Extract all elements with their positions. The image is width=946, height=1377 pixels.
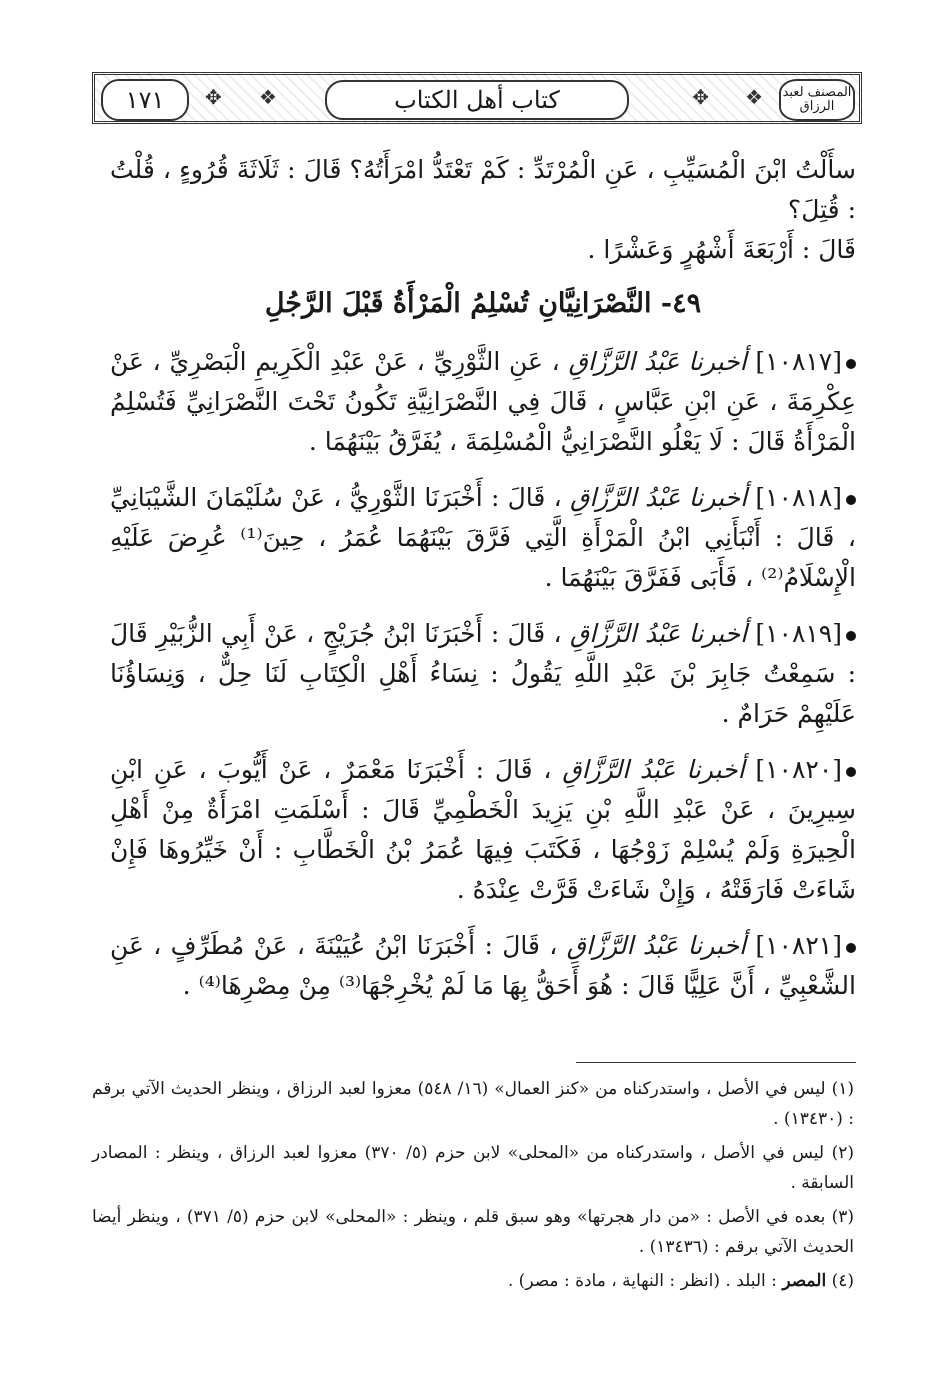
bullet-icon — [846, 631, 856, 641]
footnote — [92, 1074, 854, 1134]
footnote-marker: (٤) — [831, 1271, 854, 1291]
footnote — [92, 1202, 854, 1262]
hadith-entry — [110, 614, 856, 734]
hadith-number: [١٠٨١٧] — [755, 347, 842, 376]
footnote-marker: (٢) — [831, 1143, 854, 1163]
hadith-text: ، عَنِ الثَّوْرِيِّ ، عَنْ عَبْدِ الْكَرِيمِ الْبَصْرِيِّ ، عَنْ عِكْرِمَةَ ، عَنِ ابْنِ عَبَّاسٍ ، قَالَ فِي النَّصْرَانِيَّةِ تَكُونُ تَحْتَ النَّصْرَانِيِّ فَتُسْلِمُ الْمَرْأَةُ قَالَ : لَا يَعْلُو النَّصْرَانِيُّ الْمُسْلِمَةَ ، يُفَرَّقُ بَيْنَهُمَا . — [110, 347, 856, 456]
bullet-icon — [846, 767, 856, 777]
footnote-marker: (١) — [831, 1079, 854, 1099]
page-number: ١٧١ — [101, 79, 189, 121]
footnote-marker: (٣) — [831, 1207, 854, 1227]
section-heading: ٤٩- النَّصْرَانِيَّانِ تُسْلِمُ الْمَرْأَةُ قَبْلَ الرَّجُلِ — [264, 288, 702, 319]
bullet-icon — [846, 943, 856, 953]
hadith-narrator: أخبرنا عَبْدُ الرَّزَّاقِ — [568, 347, 747, 376]
bullet-icon — [846, 359, 856, 369]
hadith-number: [١٠٨١٩] — [755, 619, 842, 648]
hadith-narrator: أخبرنا عَبْدُ الرَّزَّاقِ — [569, 483, 748, 512]
hadith-entry — [110, 926, 856, 1006]
hadith-narrator: أخبرنا عَبْدُ الرَّزَّاقِ — [569, 619, 748, 648]
hadith-entry — [110, 750, 856, 910]
hadith-text: ، قَالَ : أَخْبَرَنَا ابْنُ جُرَيْجٍ ، عَنْ أَبِي الزُّبَيْرِ قَالَ : سَمِعْتُ جَابِرَ بْنَ عَبْدِ اللَّهِ يَقُولُ : نِسَاءُ أَهْلِ الْكِتَابِ لَنَا حِلٌّ ، وَنِسَاؤُنَا عَلَيْهِمْ حَرَامٌ . — [110, 619, 856, 728]
footnote-text: ليس في الأصل ، واستدركناه من «كنز العمال» (١٦/ ٥٤٨) معزوا لعبد الرزاق ، وينظر الحديث الآتي برقم : (١٣٤٣٠) . — [92, 1079, 854, 1129]
hadith-text: ، قَالَ : أَخْبَرَنَا ابْنُ عُيَيْنَةَ ، عَنْ مُطَرِّفٍ ، عَنِ الشَّعْبِيِّ ، أَنَّ عَلِيًّا قَالَ : هُوَ أَحَقُّ بِهَا مَا لَمْ يُخْرِجْهَا⁽³⁾ مِنْ مِصْرِهَا⁽⁴⁾ . — [110, 931, 856, 1000]
ornament-icon: ✥ — [205, 85, 222, 109]
footnote-text: بعده في الأصل : «من دار هجرتها» وهو سبق قلم ، وينظر : «المحلى» لابن حزم (٥/ ٣٧١) ، وينظر أيضا الحديث الآتي برقم : (١٣٤٣٦) . — [92, 1207, 854, 1257]
hadith-text: ، قَالَ : أَخْبَرَنَا مَعْمَرٌ ، عَنْ أَيُّوبَ ، عَنِ ابْنِ سِيرِينَ ، عَنْ عَبْدِ اللَّهِ بْنِ يَزِيدَ الْخَطْمِيِّ قَالَ : أَسْلَمَتِ امْرَأَةٌ مِنْ أَهْلِ الْحِيرَةِ وَلَمْ يُسْلِمْ زَوْجُهَا ، فَكَتَبَ فِيهَا عُمَرُ بْنُ الْخَطَّابِ : أَنْ خَيِّرُوهَا فَإِنْ شَاءَتْ فَارَقَتْهُ ، وَإِنْ شَاءَتْ قَرَّتْ عِنْدَهُ . — [110, 755, 856, 904]
hadith-entry — [110, 342, 856, 462]
footnote-divider — [576, 1062, 856, 1063]
book-logo: المصنف لعبد الرزاق — [779, 79, 855, 121]
hadith-number: [١٠٨٢١] — [755, 931, 842, 960]
footnote-text: ليس في الأصل ، واستدركناه من «المحلى» لابن حزم (٥/ ٣٧٠) معزوا لعبد الرزاق ، وينظر : المصادر السابقة . — [92, 1143, 854, 1193]
ornament-icon: ✥ — [692, 85, 709, 109]
footnote — [92, 1138, 854, 1198]
page-header — [92, 72, 862, 124]
hadith-text: ، قَالَ : أَخْبَرَنَا الثَّوْرِيُّ ، عَنْ سُلَيْمَانَ الشَّيْبَانِيِّ ، قَالَ : أَنْبَأَنِي ابْنُ الْمَرْأَةِ الَّتِي فَرَّقَ بَيْنَهُمَا عُمَرُ ، حِينَ⁽¹⁾ عُرِضَ عَلَيْهِ الْإِسْلَامُ⁽²⁾ ، فَأَبَى فَفَرَّقَ بَيْنَهُمَا . — [110, 483, 856, 592]
footnotes — [92, 1074, 854, 1300]
footnote — [92, 1266, 854, 1296]
chapter-title: كتاب أهل الكتاب — [325, 80, 629, 120]
footnote-text: : البلد . (انظر : النهاية ، مادة : مصر) . — [507, 1271, 777, 1291]
hadith-entry — [110, 478, 856, 598]
hadith-narrator: أخبرنا عَبْدُ الرَّزَّاقِ — [566, 931, 746, 960]
ornament-icon: ❖ — [745, 85, 763, 109]
continuation-line: سأَلْتُ ابْنَ الْمُسَيِّبِ ، عَنِ الْمُرْتَدِّ : كَمْ تَعْتَدُّ امْرَأَتُهُ؟ قَالَ : ثَلَاثَةَ قُرُوءٍ ، قُلْتُ : قُتِلَ؟ — [110, 155, 856, 224]
hadith-number: [١٠٨١٨] — [755, 483, 843, 512]
hadith-number: [١٠٨٢٠] — [755, 755, 843, 784]
bullet-icon — [846, 495, 856, 505]
main-text — [110, 150, 856, 1022]
ornament-icon: ❖ — [259, 85, 277, 109]
footnote-term: المصر — [782, 1271, 827, 1291]
hadith-narrator: أخبرنا عَبْدُ الرَّزَّاقِ — [562, 755, 745, 784]
continuation-line: قَالَ : أَرْبَعَةَ أَشْهُرٍ وَعَشْرًا . — [587, 235, 856, 264]
